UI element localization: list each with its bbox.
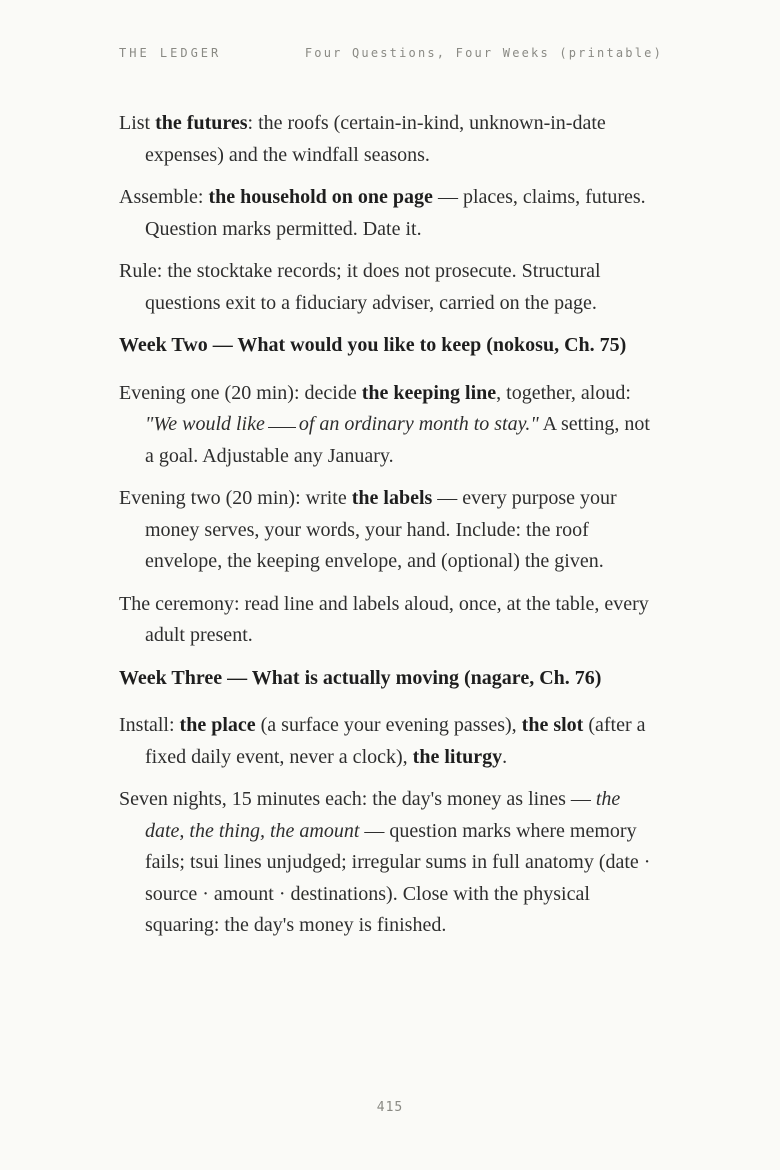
- item-text: — every purpose your money serves, your words, your hand. Include: the roof envelope, the keeping envelope, and (optional) the given.: [145, 487, 617, 572]
- item-text: — question marks where memory fails; tsui lines unjudged; irregular sums in full anatomy (date · source · amount · destinations). Close with the physical squaring: the day's money is finished.: [145, 819, 651, 936]
- list-futures-item: [119, 108, 660, 171]
- quote-end: of an ordinary month to stay.": [298, 413, 539, 435]
- item-text: — places, claims, futures. Question marks permitted. Date it.: [145, 186, 646, 240]
- item-emphasis-slot: the slot: [521, 714, 584, 736]
- item-text: (a surface your evening passes),: [255, 714, 522, 736]
- item-lead: Assemble:: [119, 186, 209, 208]
- item-lead: Evening one (20 min): decide: [119, 381, 362, 404]
- book-title: THE LEDGER: [119, 46, 222, 60]
- item-text-end: .: [502, 745, 508, 768]
- week-three-heading: Week Three — What is actually moving (nagare, Ch. 76): [119, 666, 602, 689]
- item-text: The ceremony: read line and labels aloud, once, at the table, every adult present.: [119, 592, 649, 646]
- item-emphasis: the futures: [155, 112, 248, 134]
- item-lead: List: [119, 112, 156, 134]
- item-lead: Seven nights, 15 minutes each: the day's money as lines —: [119, 788, 596, 810]
- page-number: 415: [376, 1100, 404, 1115]
- item-emphasis-liturgy: the liturgy: [412, 745, 503, 768]
- evening-two-item: [119, 483, 660, 578]
- install-item: [119, 710, 660, 773]
- chapter-title: Four Questions, Four Weeks (printable): [304, 46, 663, 60]
- item-lead: Evening two (20 min): write: [119, 487, 352, 509]
- ceremony-item: [119, 589, 660, 652]
- item-emphasis-place: the place: [179, 714, 256, 736]
- item-text: Rule: the stocktake records; it does not prosecute. Structural questions exit to a fiduciary adviser, carried on the page.: [119, 260, 601, 314]
- item-italic: the date, the thing, the amount: [145, 788, 621, 842]
- item-text: : the roofs (certain-in-kind, unknown-in-date expenses) and the windfall seasons.: [145, 112, 606, 166]
- rule-item: [119, 256, 660, 319]
- week-two-heading: Week Two — What would you like to keep (nokosu, Ch. 75): [119, 334, 627, 356]
- item-text-end: A setting, not a goal. Adjustable any January.: [145, 413, 650, 467]
- seven-nights-item: [119, 784, 660, 942]
- page-body: [119, 108, 660, 953]
- item-emphasis: the keeping line: [361, 381, 497, 404]
- quote-start: "We would like: [145, 413, 265, 435]
- item-emphasis: the labels: [351, 487, 433, 509]
- item-text: , together, aloud:: [496, 381, 631, 404]
- item-text: (after a fixed daily event, never a clock),: [145, 714, 646, 768]
- running-head: [119, 46, 663, 62]
- assemble-item: [119, 182, 660, 245]
- fill-in-blank: [268, 427, 296, 428]
- evening-one-item: [119, 378, 660, 473]
- item-lead: Install:: [119, 714, 180, 736]
- item-emphasis: the household on one page: [208, 186, 433, 208]
